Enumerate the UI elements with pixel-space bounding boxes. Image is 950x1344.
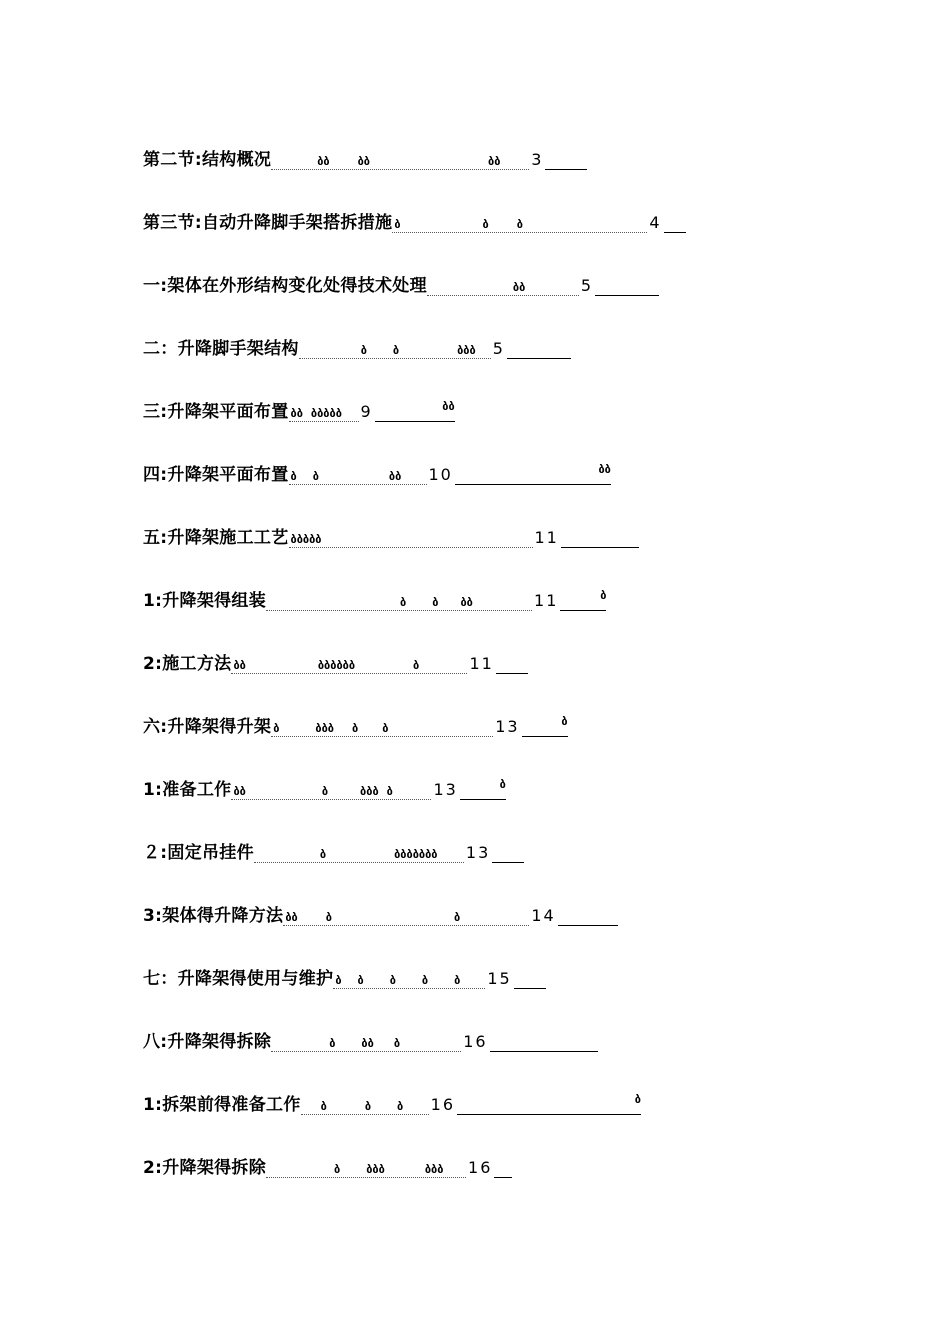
toc-entry-title: 六:升降架得升架 xyxy=(143,717,272,737)
toc-entry-page: 13 xyxy=(433,780,458,799)
dot-leader: ბ ბ ბბ xyxy=(266,589,532,611)
toc-entry-page: 4 xyxy=(649,213,662,232)
tail-rule xyxy=(545,149,587,170)
toc-entry-title: 三:升降架平面布置 xyxy=(143,402,289,422)
toc-entry-page: 11 xyxy=(534,591,559,610)
toc-entry-title: 1:准备工作 xyxy=(143,780,232,800)
dot-leader: ბ ბბ ბ xyxy=(271,1030,461,1052)
dot-leader: ბბ ბ ბ xyxy=(283,904,529,926)
toc-entry-page: 16 xyxy=(463,1032,488,1051)
dot-leader: ბ ბბბბბბბ xyxy=(254,841,464,863)
dot-leader: ბბ xyxy=(427,274,579,296)
toc-entry-page: 13 xyxy=(495,717,520,736)
toc-entry[interactable] xyxy=(143,833,524,863)
toc-entry[interactable] xyxy=(143,1022,598,1052)
toc-entry[interactable] xyxy=(143,896,618,926)
toc-entry-page: 13 xyxy=(465,843,491,862)
toc-entry-title: 1:升降架得组装 xyxy=(143,591,267,611)
tail-rule xyxy=(507,338,571,359)
toc-entry-page: 11 xyxy=(469,654,494,673)
toc-entry[interactable] xyxy=(143,644,528,674)
dot-leader: ბ ბ ბ xyxy=(301,1093,429,1115)
toc-entry[interactable] xyxy=(143,329,571,359)
dot-leader: ბ ბ ბ ბ ბ xyxy=(333,967,485,989)
toc-entry[interactable] xyxy=(143,203,686,233)
toc-entry-page: 16 xyxy=(430,1095,455,1114)
toc-entry[interactable] xyxy=(143,518,639,548)
dot-leader: ბბბბბ xyxy=(289,526,533,548)
toc-entry[interactable] xyxy=(143,1148,512,1178)
toc-entry-page: 14 xyxy=(531,906,556,925)
toc-entry-page: 9 xyxy=(360,402,373,421)
tail-rule xyxy=(492,842,524,863)
toc-entry-page: 11 xyxy=(534,528,559,547)
toc-entry-title: 五:升降架施工工艺 xyxy=(143,528,289,548)
toc-entry-page: 15 xyxy=(487,969,512,988)
tail-rule xyxy=(496,653,528,674)
toc-entry-page: 5 xyxy=(492,339,505,358)
toc-entry-title: 1:拆架前得准备工作 xyxy=(143,1095,301,1115)
dot-leader: ბ ბბბ ბბბ xyxy=(266,1156,466,1178)
toc-entry[interactable] xyxy=(143,581,606,611)
toc-entry-title: 八:升降架得拆除 xyxy=(143,1032,272,1052)
toc-entry[interactable] xyxy=(143,392,455,422)
dot-leader: ბბ ბბბბბ xyxy=(289,400,359,422)
toc-entry-page: 16 xyxy=(468,1158,493,1177)
toc-entry[interactable] xyxy=(143,770,506,800)
tail-rule: ბ xyxy=(560,590,606,611)
toc-entry-title: 第三节:自动升降脚手架搭拆措施 xyxy=(143,213,393,233)
tail-rule: ბ xyxy=(460,779,506,800)
toc-entry-title: 2:升降架得拆除 xyxy=(143,1158,267,1178)
toc-entry-title: 3:架体得升降方法 xyxy=(143,906,284,926)
toc-entry[interactable] xyxy=(143,959,546,989)
dot-leader: ბ ბ ბ xyxy=(392,211,647,233)
toc-entry-title: 二：升降脚手架结构 xyxy=(143,339,299,359)
tail-rule: ბ xyxy=(522,716,568,737)
tail-rule: ბ xyxy=(457,1094,641,1115)
toc-entry-page: 5 xyxy=(580,276,594,295)
toc-entry-title: 四:升降架平面布置 xyxy=(143,465,289,485)
toc-entry[interactable] xyxy=(143,266,659,296)
dot-leader: ბბ ბბბბბბ ბ xyxy=(231,652,467,674)
toc-entry[interactable] xyxy=(143,707,568,737)
tail-rule xyxy=(514,968,546,989)
toc-entry[interactable] xyxy=(143,1085,641,1115)
toc-entry-title: 第二节:结构概况 xyxy=(143,150,272,170)
tail-rule: ბბ xyxy=(375,401,455,422)
dot-leader: ბ ბ ბბ xyxy=(289,463,427,485)
tail-rule xyxy=(664,212,686,233)
tail-rule xyxy=(558,905,618,926)
tail-rule xyxy=(490,1031,598,1052)
tail-rule xyxy=(561,527,639,548)
tail-rule: ბბ xyxy=(455,464,611,485)
toc-entry-title: ２:固定吊挂件 xyxy=(143,843,254,863)
dot-leader: ბ ბ ბბბ xyxy=(299,337,491,359)
tail-rule xyxy=(494,1157,512,1178)
dot-leader: ბ ბბბ ბ ბ xyxy=(271,715,493,737)
dot-leader: ბბ ბბ ბბ xyxy=(271,148,529,170)
toc-entry-title: 七：升降架得使用与维护 xyxy=(143,969,334,989)
toc-entry-page: 10 xyxy=(428,465,453,484)
toc-entry-page: 3 xyxy=(531,150,544,169)
toc-entry[interactable] xyxy=(143,140,587,170)
tail-rule xyxy=(595,275,659,296)
dot-leader: ბბ ბ ბბბ ბ xyxy=(231,778,431,800)
toc-entry[interactable] xyxy=(143,455,611,485)
toc-entry-title: 2:施工方法 xyxy=(143,654,232,674)
toc-entry-title: 一:架体在外形结构变化处得技术处理 xyxy=(143,276,427,296)
